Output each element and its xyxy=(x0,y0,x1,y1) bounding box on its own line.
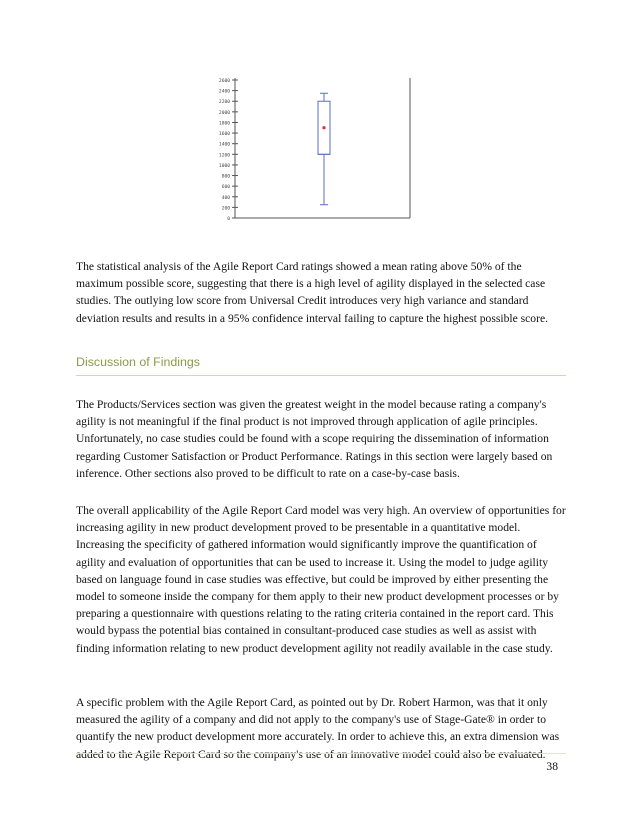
y-tick-label: 400 xyxy=(221,195,230,201)
y-tick-label: 2200 xyxy=(218,100,230,106)
y-tick-label: 1600 xyxy=(218,132,230,138)
y-tick-label: 200 xyxy=(221,206,230,212)
box-plot-figure xyxy=(190,58,430,236)
paragraph-statistical-analysis: The statistical analysis of the Agile Report Card ratings showed a mean rating above 50% of the maximum possible score, suggesting that there is a high level of agility displayed in the selected case studies. The outlying low score from Universal Credit introduces very high variance and standard deviation results and results in a 95% confidence interval failing to capture the highest possible score. xyxy=(76,260,548,325)
heading-divider xyxy=(76,375,566,376)
y-tick-label: 2400 xyxy=(218,89,230,95)
y-tick-label: 800 xyxy=(221,174,230,180)
paragraph-overall-applicability: The overall applicability of the Agile Report Card model was very high. An overview of opportunities for increasing agility in new product development proved to be presentable in a quantitative model. Increasing the specificity of gathered information would significantly improve the quantification of agility and evaluation of opportunities that can be used to increase it. Using the model to judge agility based on language found in case studies was effective, but could be improved by either presenting the model to someone inside the company for them apply to their new product development processes or by preparing a questionnaire with questions relating to the rating criteria contained in the report card. This would bypass the potential bias contained in consultant-produced case studies as well as assist with finding information relating to new product development agility not readily available in the case study. xyxy=(76,504,566,655)
y-tick-label: 2600 xyxy=(218,79,230,84)
y-tick-label: 0 xyxy=(227,217,230,222)
y-tick-label: 2000 xyxy=(218,110,230,116)
paragraph-specific-problem: A specific problem with the Agile Report Card, as pointed out by Dr. Robert Harmon, was that it only measured the agility of a company and did not apply to the company's use of Stage-Gate® in order to quantify the new product development more accurately. In order to achieve this, an extra dimension was added to the Agile Report Card so the company's use of an innovative model could also be evaluated. xyxy=(76,696,560,761)
y-tick-label: 1000 xyxy=(218,163,230,169)
section-heading: Discussion of Findings xyxy=(76,355,200,369)
footer-divider xyxy=(76,753,566,754)
y-tick-label: 1400 xyxy=(218,142,230,148)
y-tick-label: 1200 xyxy=(218,153,230,159)
y-tick-label: 600 xyxy=(221,185,230,191)
y-tick-label: 1800 xyxy=(218,121,230,127)
paragraph-products-services: The Products/Services section was given the greatest weight in the model because rating a company's agility is not meaningful if the final product is not improved through application of agile principles. Unfortunately, no case studies could be found with a scope requiring the dissemination of information regarding Customer Satisfaction or Product Performance. Ratings in this section were largely based on inference. Other sections also proved to be difficult to rate on a case-by-case basis. xyxy=(76,398,553,480)
box-plot-chart xyxy=(190,58,430,236)
page-number: 38 xyxy=(546,760,558,773)
mean-marker xyxy=(322,126,325,129)
